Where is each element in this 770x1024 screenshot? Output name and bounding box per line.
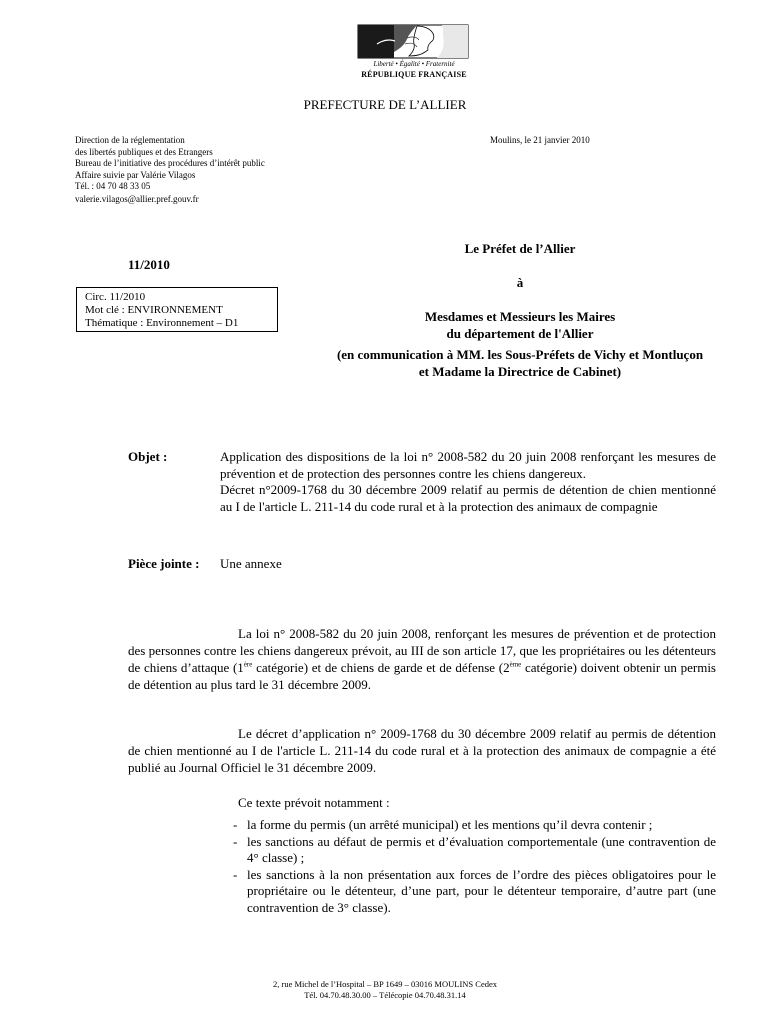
to-line: à	[516, 275, 524, 290]
list-item: - les sanctions à la non présentation aux forces de l’ordre des pièces obligatoires pour le propriétaire ou le détenteur, d’une part, pour le détenteur temporaire, d’autre part (une contravention de 3° classe).	[233, 866, 716, 915]
piece-jointe-value: Une annexe	[220, 556, 282, 571]
objet-law: Application des dispositions de la loi n° 2008-582 du 20 juin 2008 renforçant les mesures de prévention et de protection des personnes contre les chiens dangereux.	[220, 449, 716, 481]
republic-name: RÉPUBLIQUE FRANÇAISE	[361, 70, 467, 79]
circular-number: 11/2010	[128, 257, 170, 272]
prefecture-title: PREFECTURE DE L’ALLIER	[303, 97, 467, 112]
cc-line-2: et Madame la Directrice de Cabinet)	[418, 364, 622, 379]
from-line: Le Préfet de l’Allier	[464, 241, 576, 256]
date-line: Moulins, le 21 janvier 2010	[490, 135, 590, 145]
objet-decree: Décret n°2009-1768 du 30 décembre 2009 relatif au permis de détention de chien mentionné au I de l'article L. 211-14 du code rural et à la protection des animaux de compagnie	[220, 482, 716, 514]
sender-email: valerie.vilagos@allier.pref.gouv.fr	[75, 194, 199, 204]
intro-line: Ce texte prévoit notamment :	[238, 795, 390, 810]
recipients-block	[270, 240, 770, 380]
ref-circ: Circ. 11/2010	[85, 291, 146, 303]
footer-phone: Tél. 04.70.48.30.00 – Télécopie 04.70.48.31.14	[304, 990, 466, 1000]
cc-line-1: (en communication à MM. les Sous-Préfets de Vichy et Montluçon	[336, 347, 704, 362]
sender-line: Tél. : 04 70 48 33 05	[75, 181, 151, 191]
mayors-line-2: du département de l'Allier	[446, 326, 594, 341]
piece-jointe-label: Pièce jointe :	[128, 556, 200, 571]
sender-line: Bureau de l’initiative des procédures d’intérêt public	[75, 158, 265, 168]
footer-address: 2, rue Michel de l’Hospital – BP 1649 – 03016 MOULINS Cedex	[273, 979, 497, 989]
sender-line: des libertés publiques et des Etrangers	[75, 146, 213, 157]
ref-keyword: Mot clé : ENVIRONNEMENT	[85, 304, 223, 316]
list-item: - la forme du permis (un arrêté municipal) et les mentions qu’il devra contenir ;	[233, 817, 653, 832]
mayors-line-1: Mesdames et Messieurs les Maires	[424, 309, 616, 324]
provisions-list	[233, 817, 716, 916]
paragraph-law: La loi n° 2008-582 du 20 juin 2008, renforçant les mesures de prévention et de protection des personnes contre les chiens dangereux prévoit, au III de son article 17, que les propriétaires ou les détenteurs de chiens d’attaque (1ère catégorie) et de chiens de garde et de défense (2ème catégorie) doivent obtenir un permis de détention au plus tard le 31 décembre 2009.	[128, 626, 716, 692]
objet-label: Objet :	[128, 449, 168, 464]
sender-line: Affaire suivie par Valérie Vilagos	[75, 169, 196, 180]
reference-box	[76, 287, 278, 332]
objet-text	[220, 449, 716, 515]
sender-block	[75, 135, 265, 193]
footer	[0, 979, 770, 1001]
republic-motto: Liberté • Égalité • Fraternité	[373, 60, 455, 68]
paragraph-decree: Le décret d’application n° 2009-1768 du 30 décembre 2009 relatif au permis de détention de chien mentionné au I de l'article L. 211-14 du code rural et à la protection des animaux de compagnie a été publié au Journal Officiel le 31 décembre 2009.	[128, 726, 716, 775]
sender-line: Direction de la réglementation	[75, 135, 185, 145]
ref-theme: Thématique : Environnement – D1	[85, 317, 239, 329]
list-item: - les sanctions au défaut de permis et d’évaluation comportementale (une contravention de 4° classe) ;	[233, 833, 716, 865]
